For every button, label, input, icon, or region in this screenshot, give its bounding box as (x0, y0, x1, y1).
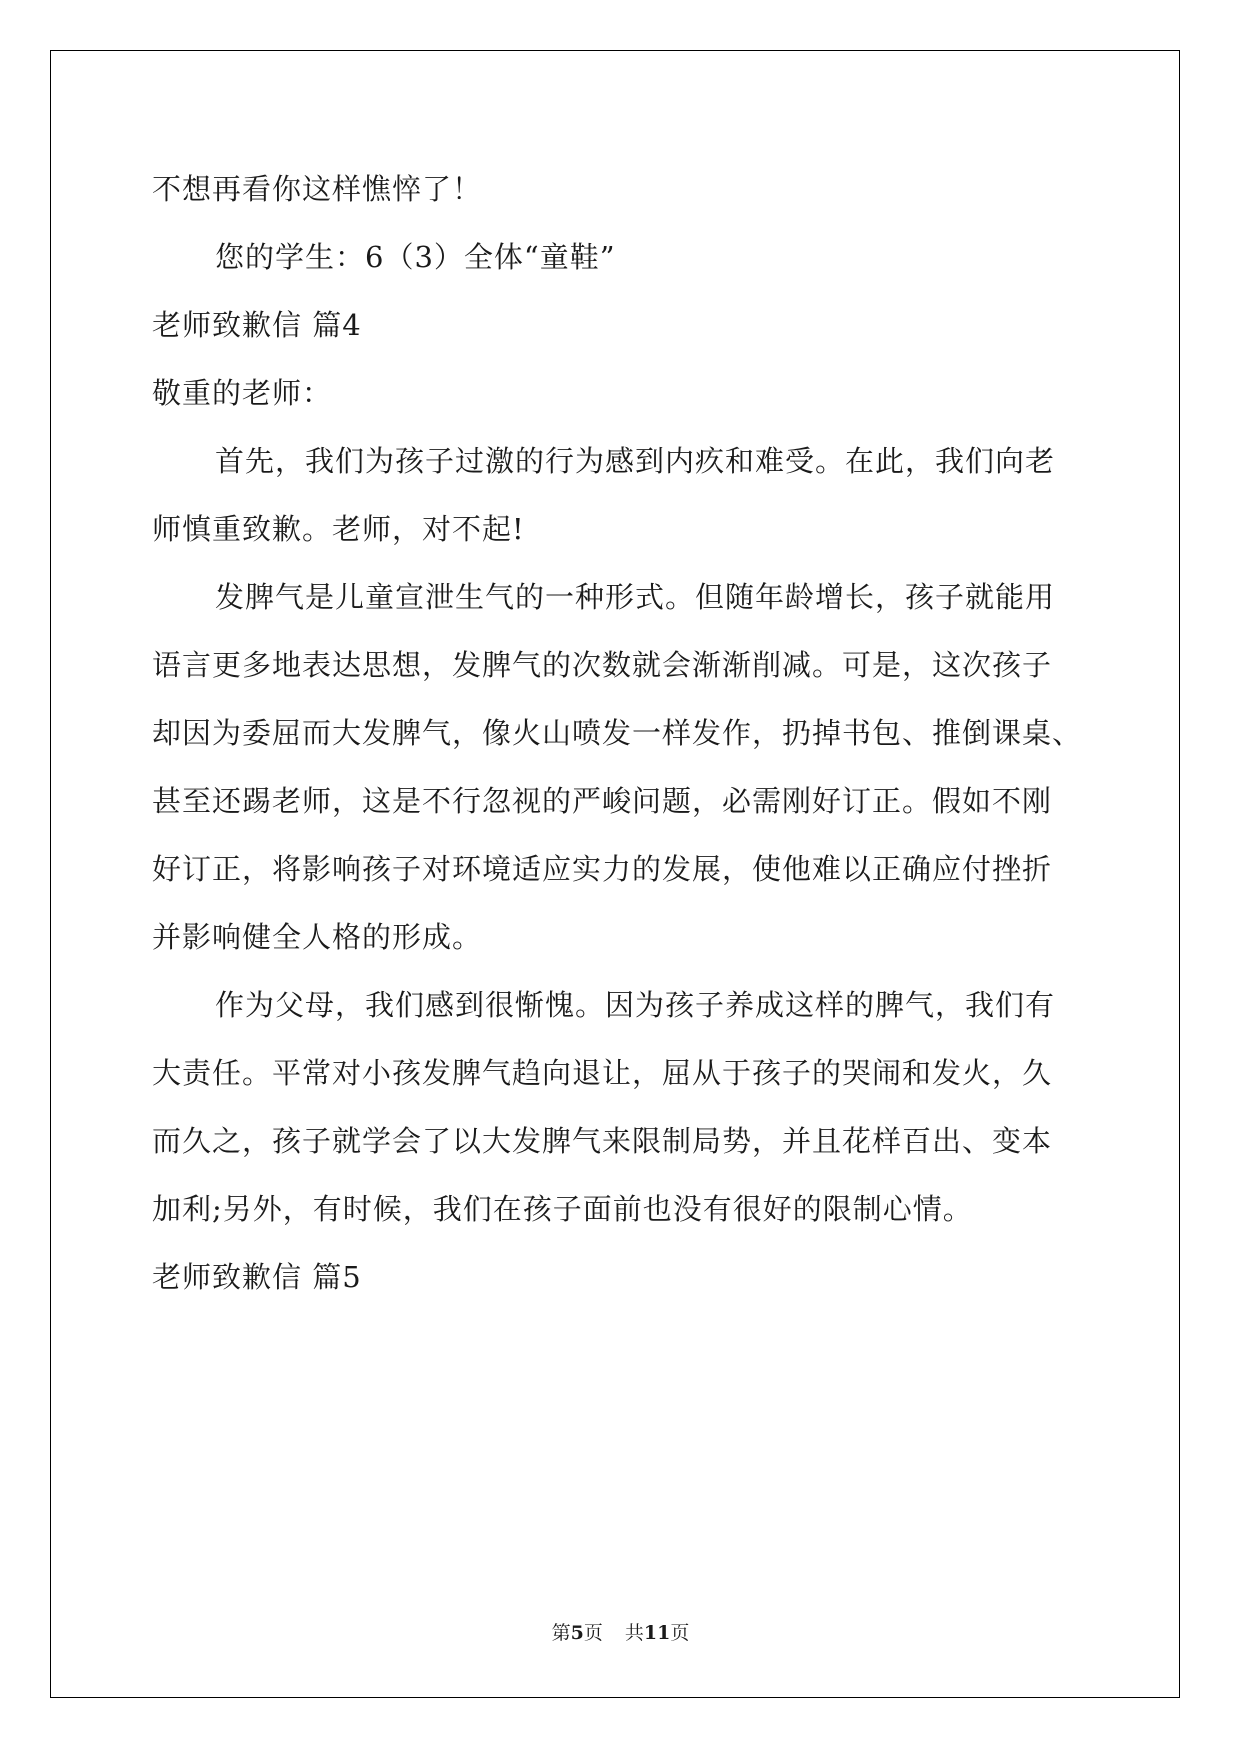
document-body (152, 155, 1082, 1311)
page-footer (0, 1618, 1241, 1645)
page-total: 11 (643, 1622, 671, 1644)
page-unit: 页 (583, 1622, 603, 1644)
paragraph-line: 好订正，将影响孩子对环境适应实力的发展，使他难以正确应付挫折 (152, 852, 1053, 886)
section-heading: 老师致歉信 篇4 (152, 308, 362, 342)
total-prefix: 共 (624, 1622, 644, 1644)
paragraph-line: 而久之，孩子就学会了以大发脾气来限制局势，并且花样百出、变本 (152, 1124, 1053, 1158)
page-current: 5 (570, 1622, 584, 1644)
page-prefix: 第 (551, 1622, 571, 1644)
paragraph-line: 发脾气是儿童宣泄生气的一种形式。但随年龄增长，孩子就能用 (215, 580, 1056, 614)
paragraph-line: 师慎重致歉。老师，对不起! (152, 512, 525, 546)
paragraph-line: 大责任。平常对小孩发脾气趋向退让，屈从于孩子的哭闹和发火，久 (152, 1056, 1053, 1090)
paragraph-line: 作为父母，我们感到很惭愧。因为孩子养成这样的脾气，我们有 (215, 988, 1056, 1022)
salutation: 敬重的老师： (152, 376, 333, 410)
signature-line: 您的学生：6（3）全体“童鞋” (215, 240, 616, 274)
total-unit: 页 (670, 1622, 690, 1644)
paragraph-line: 并影响健全人格的形成。 (152, 920, 483, 954)
paragraph-line: 加利;另外，有时候，我们在孩子面前也没有很好的限制心情。 (152, 1192, 973, 1226)
paragraph-line: 首先，我们为孩子过激的行为感到内疚和难受。在此，我们向老 (215, 444, 1056, 478)
paragraph-line: 却因为委屈而大发脾气，像火山喷发一样发作，扔掉书包、推倒课桌、 (152, 716, 1083, 750)
paragraph-line: 甚至还踢老师，这是不行忽视的严峻问题，必需刚好订正。假如不刚 (152, 784, 1053, 818)
section-heading: 老师致歉信 篇5 (152, 1260, 362, 1294)
paragraph-line: 语言更多地表达思想，发脾气的次数就会渐渐削减。可是，这次孩子 (152, 648, 1053, 682)
paragraph-line: 不想再看你这样憔悴了！ (152, 172, 483, 206)
